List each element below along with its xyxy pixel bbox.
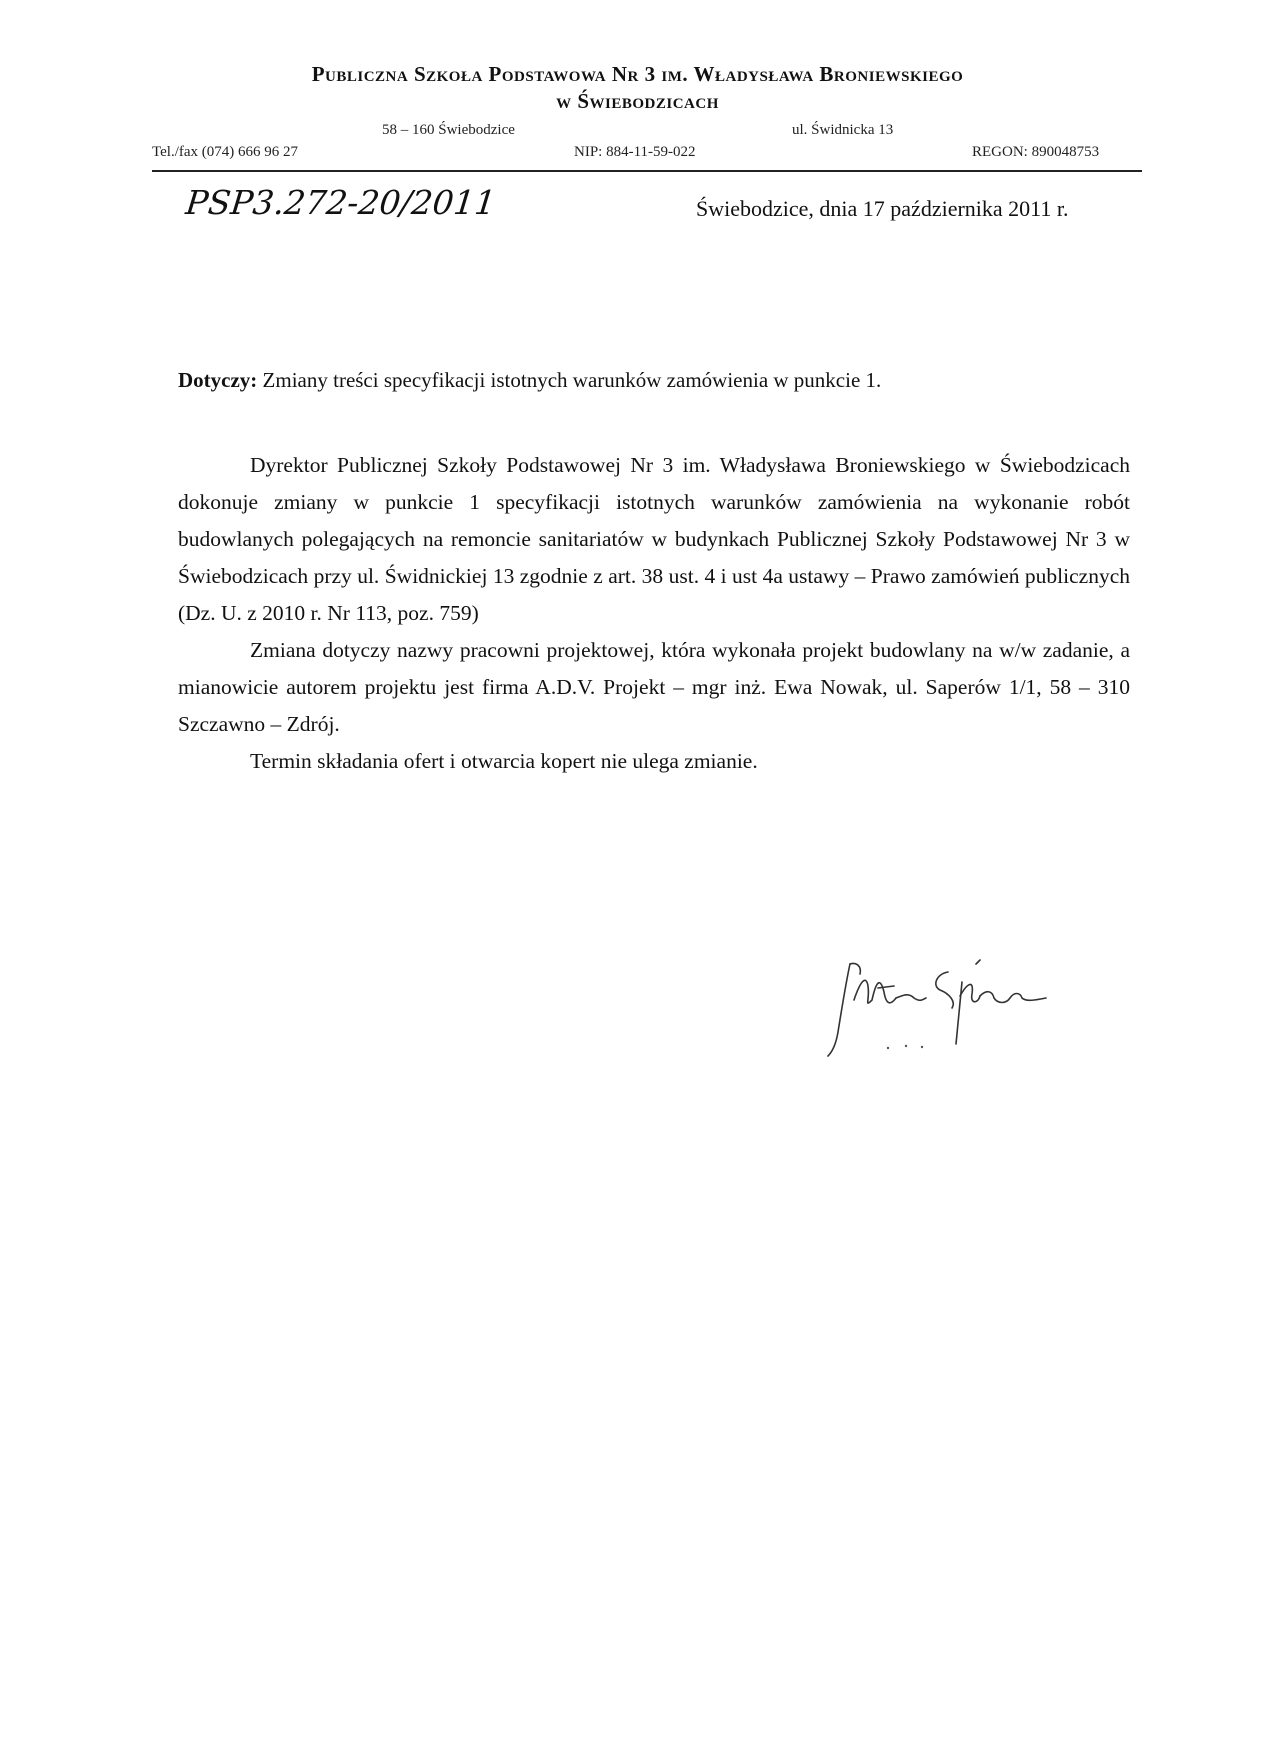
- tel-fax: Tel./fax (074) 666 96 27: [152, 144, 299, 160]
- paragraph-1: Dyrektor Publicznej Szkoły Podstawowej Nr 3 im. Władysława Broniewskiego w Świebodzicach dokonuje zmiany w punkcie 1 specyfikacji istotnych warunków zamówienia na wykonanie robót budowlanych polegających na remoncie sanitariatów w budynkach Publicznej Szkoły Podstawowej Nr 3 w Świebodzicach przy ul. Świdnickiej 13 zgodnie z art. 38 ust. 4 i ust 4a ustawy – Prawo zamówień publicznych (Dz. U. z 2010 r. Nr 113, poz. 759): [178, 453, 1130, 625]
- header-divider: [152, 170, 1142, 172]
- subject-line: [178, 368, 881, 393]
- letter-body: [178, 447, 1130, 780]
- paragraph-2: Zmiana dotyczy nazwy pracowni projektowej, która wykonała projekt budowlany na w/w zadanie, a mianowicie autorem projektu jest firma A.D.V. Projekt – mgr inż. Ewa Nowak, ul. Saperów 1/1, 58 – 310 Szczawno – Zdrój.: [178, 638, 1130, 736]
- paragraph-3: Termin składania ofert i otwarcia kopert nie ulega zmianie.: [250, 749, 758, 773]
- nip-number: NIP: 884-11-59-022: [574, 144, 696, 160]
- signature-image: [810, 952, 1060, 1062]
- school-city: w Świebodzicach: [556, 89, 719, 113]
- regon-number: REGON: 890048753: [972, 144, 1100, 160]
- school-name: Publiczna Szkoła Podstawowa Nr 3 im. Władysława Broniewskiego: [311, 62, 964, 86]
- subject-text: Zmiany treści specyfikacji istotnych warunków zamówienia w punkcie 1.: [257, 368, 882, 392]
- reference-number: PSP3.272-20/2011: [183, 183, 498, 222]
- postal-address: 58 – 160 Świebodzice: [382, 122, 515, 138]
- date-line: Świebodzice, dnia 17 października 2011 r.: [696, 196, 1069, 221]
- subject-label: Dotyczy:: [178, 368, 258, 392]
- street-address: ul. Świdnicka 13: [792, 122, 894, 138]
